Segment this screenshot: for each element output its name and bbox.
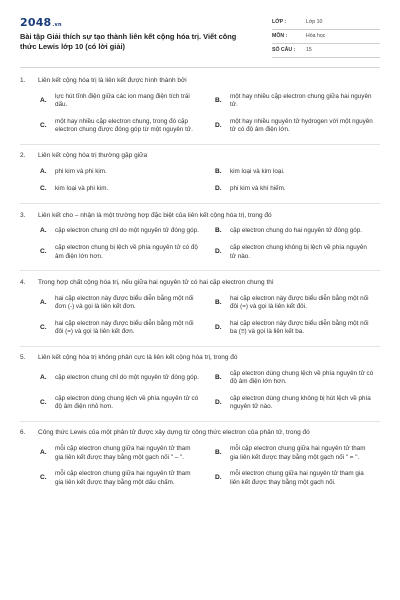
question-text: Liên kết cộng hóa trị là liên kết được hình thành bởi [38,77,187,84]
option-c[interactable] [40,244,205,261]
question-6 [20,429,380,487]
option-text: cặp electron chung chỉ do một nguyên tử đóng góp. [55,227,199,235]
option-text: một hay nhiều nguyên tử hydrogen với một nguyên tử có độ âm điện lớn. [230,117,373,134]
option-list [20,168,380,194]
option-d[interactable] [215,185,380,194]
logo-suffix: .vn [52,22,62,28]
question-2 [20,152,380,203]
option-b[interactable] [215,227,380,236]
question-stem [20,279,380,288]
question-list [20,77,380,495]
option-d[interactable] [215,244,380,261]
option-b[interactable] [215,295,380,312]
option-letter: D. [215,248,222,256]
meta-key: MÔN : [272,32,288,39]
option-list [20,295,380,337]
question-number: 1. [20,77,26,84]
option-letter: A. [40,96,47,104]
option-a[interactable] [40,168,205,177]
question-text: Liên kết cộng hóa trị không phân cực là liên kết cộng hóa trị, trong đó [38,354,238,362]
option-text: cặp electron dùng chung lệch về phía nguyên tử có độ âm điện nhỏ hơn. [55,394,199,411]
option-text: hai cặp electron này được biểu diễn bằng một nối đơn (-) và gọi là liên kết đơn. [55,294,194,311]
meta-key: LỚP : [272,18,287,25]
option-letter: C. [40,248,47,256]
option-b[interactable] [215,445,380,462]
site-logo[interactable] [20,16,62,31]
option-letter: A. [40,168,47,176]
option-text: kim loại và phi kim. [55,185,109,193]
question-divider [20,144,380,145]
option-text: cặp electron dùng chung lệch về phía nguyên tử có độ âm điện lớn hơn. [230,369,374,386]
option-letter: D. [215,323,222,331]
question-number: 2. [20,152,26,160]
document-header [20,16,380,64]
option-letter: B. [215,298,222,306]
option-list [20,227,380,261]
option-letter: D. [215,121,222,129]
option-text: hai cặp electron này được biểu diễn bằng một nối đôi (=) và gọi là liên kết đôi. [230,294,369,311]
option-letter: A. [40,373,47,381]
option-letter: C. [40,121,47,129]
meta-row-grade [272,16,380,30]
option-letter: B. [215,96,222,104]
option-text: cặp electron chung chỉ do một nguyên tử đóng góp. [55,374,199,382]
option-a[interactable] [40,445,205,462]
meta-value: 15 [306,46,312,53]
option-text: phi kim và phi kim. [55,168,107,176]
meta-row-count [272,44,380,58]
option-text: cặp electron chung do hai nguyên tử đóng góp. [230,227,363,235]
option-d[interactable] [215,118,380,135]
option-list [20,370,380,412]
question-stem [20,212,380,221]
option-letter: D. [215,474,222,482]
question-stem [20,354,380,363]
option-a[interactable] [40,227,205,236]
question-number: 3. [20,211,26,219]
option-c[interactable] [40,320,205,337]
question-3 [20,212,380,271]
option-text: mỗi cặp electron chung giữa hai nguyên tử tham gia liên kết được thay bằng một gạch nối " = ". [230,445,366,461]
option-letter: B. [215,168,222,176]
option-text: cặp electron dùng chung không bị hút lệch về phía nguyên tử nào. [230,394,371,411]
option-c[interactable] [40,185,205,194]
option-letter: C. [40,185,47,193]
option-text: lực hút tĩnh điện giữa các ion mang điện tích trái dấu. [55,92,190,109]
question-divider [20,421,380,422]
option-text: mỗi cặp electron chung giữa hai nguyên tử tham gia liên kết được thay bằng một gạch nối " – ". [55,445,191,461]
logo-main: 2048 [20,16,52,29]
option-a[interactable] [40,370,205,387]
question-divider [20,346,380,347]
option-c[interactable] [40,395,205,412]
option-letter: A. [40,227,47,235]
option-list [20,93,380,135]
option-text: một hay nhiều cặp electron chung, trong đó cặp electron chung được đóng góp từ một nguyên tử. [55,117,193,134]
question-text: Công thức Lewis của một phân tử được xây dựng từ công thức electron của phân tử, trong đó [38,429,310,437]
meta-info [272,16,380,58]
option-text: hai cặp electron này được biểu diễn bằng một nối ba (≡) và gọi là liên kết ba. [230,319,369,336]
question-1 [20,77,380,144]
option-letter: B. [215,449,222,457]
option-text: hai cặp electron này được biểu diễn bằng một nối đôi (=) và gọi là liên kết đơn. [55,319,194,336]
question-stem [20,429,380,438]
option-letter: B. [215,227,222,235]
option-text: mỗi cặp electron chung giữa hai nguyên tử tham gia liên kết được thay bằng một dấu chấm. [55,470,191,486]
option-text: phi kim và khí hiếm. [230,185,286,193]
question-text: Trong hợp chất cộng hóa trị, nếu giữa hai nguyên tử có hai cặp electron chung thì [38,278,274,286]
option-letter: C. [40,398,47,406]
option-text: cặp electron chung không bị lệch về phía nguyên tử nào. [230,244,367,260]
option-c[interactable] [40,118,205,135]
question-text: Liên kết cộng hóa trị thường gặp giữa [38,152,148,160]
option-b[interactable] [215,370,380,387]
option-a[interactable] [40,295,205,312]
meta-row-subject [272,30,380,44]
question-5 [20,354,380,421]
document-title: Bài tập Giải thích sự tạo thành liên kết cộng hóa trị. Viết công thức Lewis lớp 10 (có lời giải) [20,32,237,51]
option-text: kim loại và kim loại. [230,168,285,176]
option-letter: A. [40,298,47,306]
option-a[interactable] [40,93,205,110]
question-4 [20,279,380,346]
option-b[interactable] [215,93,380,110]
option-text: mỗi electron chung giữa hai nguyên tử tham gia liên kết được thay bằng một gạch nối. [230,470,364,486]
meta-value: Hóa học [306,32,326,39]
question-text: Liên kết cho – nhận là một trường hợp đặc biệt của liên kết cộng hóa trị, trong đó [38,211,272,219]
question-divider [20,203,380,204]
option-d[interactable] [215,395,380,412]
option-text: cặp electron chung bị lệch về phía nguyên tử có độ âm điện lớn hơn. [55,244,198,260]
option-letter: A. [40,449,47,457]
question-stem [20,152,380,161]
option-c[interactable] [40,470,205,487]
option-letter: C. [40,474,47,482]
meta-key: SỐ CÂU : [272,46,296,53]
question-stem [20,77,380,86]
option-text: một hay nhiều cặp electron chung giữa hai nguyên tử. [230,92,372,109]
option-b[interactable] [215,168,380,177]
option-letter: B. [215,373,222,381]
option-d[interactable] [215,470,380,487]
question-number: 5. [20,354,26,362]
question-number: 6. [20,429,26,437]
question-number: 4. [20,278,26,286]
option-list [20,445,380,487]
option-letter: D. [215,185,222,193]
option-letter: D. [215,398,222,406]
meta-value: Lớp 10 [306,18,323,25]
question-divider [20,270,380,271]
option-letter: C. [40,323,47,331]
header-divider [20,67,380,68]
option-d[interactable] [215,320,380,337]
